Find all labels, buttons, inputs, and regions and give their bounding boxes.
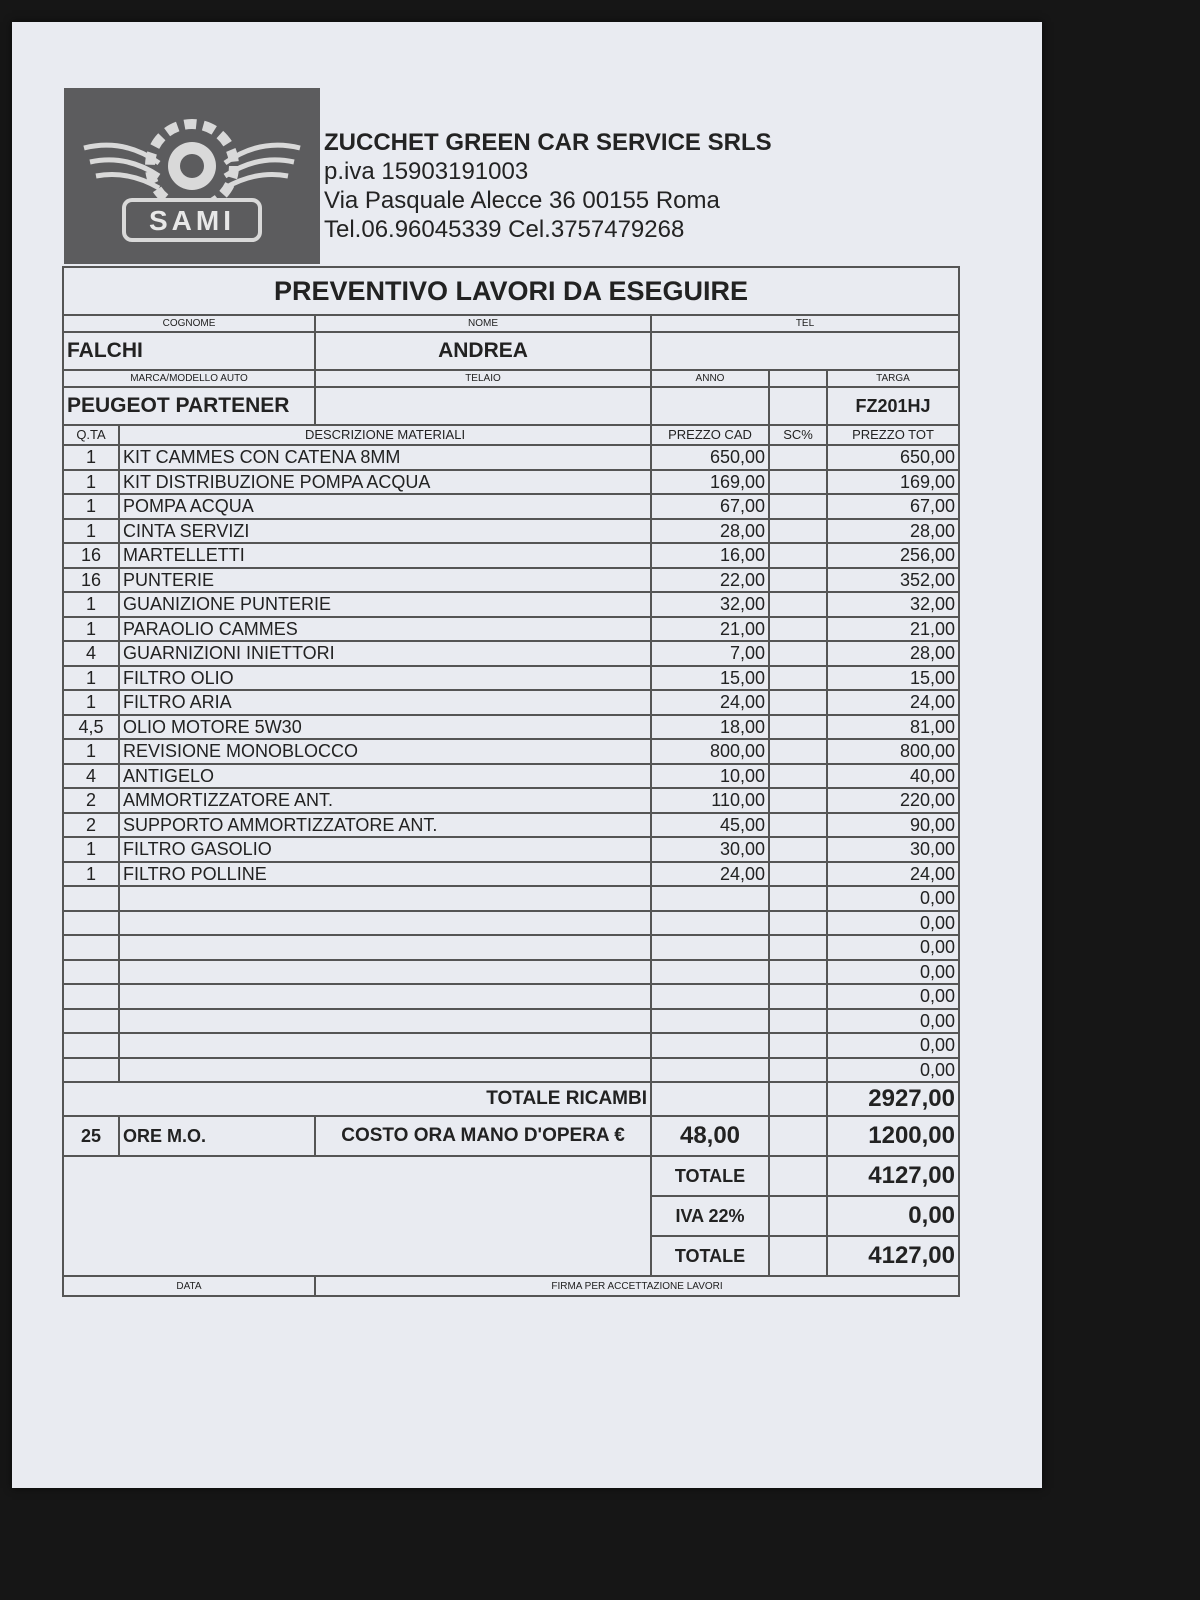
item-discount[interactable] <box>769 715 827 740</box>
item-total-price[interactable]: 81,00 <box>827 715 959 740</box>
name-label: NOME <box>315 315 651 332</box>
parts-total-empty-1 <box>651 1082 769 1116</box>
item-description[interactable] <box>119 911 651 936</box>
item-description[interactable]: GUARNIZIONI INIETTORI <box>119 641 651 666</box>
item-qty[interactable]: 1 <box>63 519 119 544</box>
table-row <box>63 935 959 960</box>
item-description[interactable]: ANTIGELO <box>119 764 651 789</box>
item-unit-price[interactable]: 67,00 <box>651 494 769 519</box>
item-discount[interactable] <box>769 617 827 642</box>
table-row <box>63 739 959 764</box>
customer-tel[interactable] <box>651 332 959 370</box>
table-row <box>63 617 959 642</box>
item-qty[interactable] <box>63 1058 119 1083</box>
customer-name[interactable]: ANDREA <box>315 332 651 370</box>
item-qty[interactable]: 2 <box>63 813 119 838</box>
item-discount[interactable] <box>769 666 827 691</box>
parts-total-empty-2 <box>769 1082 827 1116</box>
table-row <box>63 788 959 813</box>
item-description[interactable] <box>119 1033 651 1058</box>
item-description[interactable]: MARTELLETTI <box>119 543 651 568</box>
item-description[interactable]: SUPPORTO AMMORTIZZATORE ANT. <box>119 813 651 838</box>
company-vat: p.iva 15903191003 <box>324 158 529 185</box>
item-qty[interactable] <box>63 984 119 1009</box>
item-discount[interactable] <box>769 470 827 495</box>
item-discount[interactable] <box>769 960 827 985</box>
item-unit-price[interactable] <box>651 886 769 911</box>
item-qty[interactable] <box>63 911 119 936</box>
item-description[interactable]: POMPA ACQUA <box>119 494 651 519</box>
item-description[interactable]: AMMORTIZZATORE ANT. <box>119 788 651 813</box>
item-total-price[interactable]: 0,00 <box>827 1058 959 1083</box>
item-description[interactable]: PARAOLIO CAMMES <box>119 617 651 642</box>
item-description[interactable]: FILTRO ARIA <box>119 690 651 715</box>
item-total-price[interactable]: 650,00 <box>827 445 959 470</box>
col-discount: SC% <box>769 425 827 445</box>
item-total-price[interactable]: 15,00 <box>827 666 959 691</box>
item-description[interactable] <box>119 1009 651 1034</box>
svg-text:SAMI: SAMI <box>149 205 235 236</box>
grand-total-label: TOTALE <box>651 1236 769 1276</box>
item-discount[interactable] <box>769 592 827 617</box>
item-discount[interactable] <box>769 519 827 544</box>
item-unit-price[interactable]: 30,00 <box>651 837 769 862</box>
item-unit-price[interactable] <box>651 1009 769 1034</box>
model-label: MARCA/MODELLO AUTO <box>63 370 315 387</box>
item-unit-price[interactable]: 169,00 <box>651 470 769 495</box>
item-description[interactable]: GUANIZIONE PUNTERIE <box>119 592 651 617</box>
item-qty[interactable]: 1 <box>63 837 119 862</box>
item-unit-price[interactable]: 110,00 <box>651 788 769 813</box>
table-row <box>63 862 959 887</box>
item-discount[interactable] <box>769 1009 827 1034</box>
item-discount[interactable] <box>769 543 827 568</box>
chassis-label: TELAIO <box>315 370 651 387</box>
item-discount[interactable] <box>769 911 827 936</box>
item-discount[interactable] <box>769 837 827 862</box>
item-total-price[interactable]: 28,00 <box>827 519 959 544</box>
item-total-price[interactable]: 40,00 <box>827 764 959 789</box>
item-unit-price[interactable]: 24,00 <box>651 690 769 715</box>
item-discount[interactable] <box>769 984 827 1009</box>
table-row <box>63 715 959 740</box>
item-description[interactable]: CINTA SERVIZI <box>119 519 651 544</box>
blank-label <box>769 370 827 387</box>
item-total-price[interactable]: 352,00 <box>827 568 959 593</box>
tel-label: TEL <box>651 315 959 332</box>
subtotal-label: TOTALE <box>651 1156 769 1196</box>
item-discount[interactable] <box>769 445 827 470</box>
col-description: DESCRIZIONE MATERIALI <box>119 425 651 445</box>
quote-sheet <box>12 22 1042 1488</box>
item-total-price[interactable]: 24,00 <box>827 690 959 715</box>
item-qty[interactable] <box>63 960 119 985</box>
item-discount[interactable] <box>769 788 827 813</box>
table-row <box>63 813 959 838</box>
vehicle-year[interactable] <box>651 387 769 425</box>
item-qty[interactable]: 1 <box>63 690 119 715</box>
item-total-price[interactable]: 220,00 <box>827 788 959 813</box>
item-discount[interactable] <box>769 862 827 887</box>
labor-hours[interactable]: 25 <box>63 1116 119 1156</box>
table-row <box>63 641 959 666</box>
item-qty[interactable] <box>63 935 119 960</box>
labor-total: 1200,00 <box>827 1116 959 1156</box>
sami-logo <box>64 88 320 264</box>
item-qty[interactable] <box>63 1033 119 1058</box>
item-total-price[interactable]: 21,00 <box>827 617 959 642</box>
item-unit-price[interactable]: 800,00 <box>651 739 769 764</box>
item-total-price[interactable]: 0,00 <box>827 935 959 960</box>
item-total-price[interactable]: 0,00 <box>827 960 959 985</box>
item-discount[interactable] <box>769 813 827 838</box>
item-description[interactable]: FILTRO OLIO <box>119 666 651 691</box>
item-unit-price[interactable]: 10,00 <box>651 764 769 789</box>
item-discount[interactable] <box>769 886 827 911</box>
item-discount[interactable] <box>769 641 827 666</box>
item-discount[interactable] <box>769 568 827 593</box>
table-row <box>63 494 959 519</box>
parts-total-label: TOTALE RICAMBI <box>63 1082 651 1116</box>
item-qty[interactable]: 16 <box>63 543 119 568</box>
date-label: DATA <box>63 1276 315 1296</box>
table-row <box>63 984 959 1009</box>
item-total-price[interactable]: 67,00 <box>827 494 959 519</box>
item-qty[interactable]: 4 <box>63 764 119 789</box>
table-row <box>63 592 959 617</box>
vehicle-plate[interactable]: FZ201HJ <box>827 387 959 425</box>
quote-table <box>62 266 960 1297</box>
table-row <box>63 543 959 568</box>
item-unit-price[interactable]: 16,00 <box>651 543 769 568</box>
item-qty[interactable]: 1 <box>63 494 119 519</box>
item-qty[interactable]: 1 <box>63 862 119 887</box>
item-qty[interactable]: 1 <box>63 592 119 617</box>
item-discount[interactable] <box>769 1033 827 1058</box>
item-description[interactable]: FILTRO POLLINE <box>119 862 651 887</box>
item-unit-price[interactable]: 24,00 <box>651 862 769 887</box>
item-total-price[interactable]: 0,00 <box>827 886 959 911</box>
item-qty[interactable] <box>63 1009 119 1034</box>
year-label: ANNO <box>651 370 769 387</box>
subtotal-empty <box>769 1156 827 1196</box>
item-discount[interactable] <box>769 764 827 789</box>
item-total-price[interactable]: 256,00 <box>827 543 959 568</box>
item-total-price[interactable]: 800,00 <box>827 739 959 764</box>
item-discount[interactable] <box>769 739 827 764</box>
item-unit-price[interactable] <box>651 1058 769 1083</box>
item-unit-price[interactable]: 45,00 <box>651 813 769 838</box>
table-row <box>63 690 959 715</box>
item-unit-price[interactable] <box>651 984 769 1009</box>
item-description[interactable] <box>119 960 651 985</box>
item-unit-price[interactable] <box>651 911 769 936</box>
item-total-price[interactable]: 24,00 <box>827 862 959 887</box>
item-qty[interactable]: 1 <box>63 445 119 470</box>
subtotal-value: 4127,00 <box>827 1156 959 1196</box>
company-info <box>324 128 772 244</box>
table-row <box>63 519 959 544</box>
item-description[interactable] <box>119 1058 651 1083</box>
item-discount[interactable] <box>769 494 827 519</box>
item-qty[interactable]: 2 <box>63 788 119 813</box>
table-row <box>63 470 959 495</box>
table-row <box>63 1009 959 1034</box>
col-total-price: PREZZO TOT <box>827 425 959 445</box>
gear-wings-logo-icon <box>64 88 320 264</box>
item-total-price[interactable]: 32,00 <box>827 592 959 617</box>
notes-area <box>63 1156 651 1276</box>
table-row <box>63 1058 959 1083</box>
item-description[interactable] <box>119 984 651 1009</box>
item-qty[interactable]: 1 <box>63 666 119 691</box>
table-row <box>63 445 959 470</box>
item-unit-price[interactable] <box>651 960 769 985</box>
item-description[interactable]: KIT CAMMES CON CATENA 8MM <box>119 445 651 470</box>
company-address: Via Pasquale Alecce 36 00155 Roma <box>324 187 720 214</box>
item-total-price[interactable]: 0,00 <box>827 984 959 1009</box>
item-description[interactable]: FILTRO GASOLIO <box>119 837 651 862</box>
item-unit-price[interactable]: 15,00 <box>651 666 769 691</box>
item-unit-price[interactable]: 28,00 <box>651 519 769 544</box>
item-unit-price[interactable]: 650,00 <box>651 445 769 470</box>
customer-surname[interactable]: FALCHI <box>63 332 315 370</box>
table-row <box>63 837 959 862</box>
item-qty[interactable]: 1 <box>63 739 119 764</box>
item-total-price[interactable]: 30,00 <box>827 837 959 862</box>
item-unit-price[interactable]: 32,00 <box>651 592 769 617</box>
signature-label: FIRMA PER ACCETTAZIONE LAVORI <box>315 1276 959 1296</box>
table-row <box>63 911 959 936</box>
item-total-price[interactable]: 90,00 <box>827 813 959 838</box>
items-list <box>63 445 959 1082</box>
item-unit-price[interactable] <box>651 935 769 960</box>
item-description[interactable]: REVISIONE MONOBLOCCO <box>119 739 651 764</box>
parts-total-value: 2927,00 <box>827 1082 959 1116</box>
item-qty[interactable]: 1 <box>63 617 119 642</box>
table-row <box>63 886 959 911</box>
vehicle-blank <box>769 387 827 425</box>
page-title: PREVENTIVO LAVORI DA ESEGUIRE <box>63 267 959 315</box>
item-total-price[interactable]: 0,00 <box>827 1033 959 1058</box>
vat-value: 0,00 <box>827 1196 959 1236</box>
vehicle-model[interactable]: PEUGEOT PARTENER <box>63 387 315 425</box>
table-row <box>63 1033 959 1058</box>
item-discount[interactable] <box>769 935 827 960</box>
item-total-price[interactable]: 169,00 <box>827 470 959 495</box>
item-total-price[interactable]: 28,00 <box>827 641 959 666</box>
labor-rate-label: COSTO ORA MANO D'OPERA € <box>315 1116 651 1156</box>
item-unit-price[interactable] <box>651 1033 769 1058</box>
item-description[interactable]: OLIO MOTORE 5W30 <box>119 715 651 740</box>
item-unit-price[interactable]: 21,00 <box>651 617 769 642</box>
item-discount[interactable] <box>769 690 827 715</box>
item-description[interactable]: KIT DISTRIBUZIONE POMPA ACQUA <box>119 470 651 495</box>
item-qty[interactable] <box>63 886 119 911</box>
item-total-price[interactable]: 0,00 <box>827 1009 959 1034</box>
labor-rate[interactable]: 48,00 <box>651 1116 769 1156</box>
labor-empty <box>769 1116 827 1156</box>
item-description[interactable] <box>119 935 651 960</box>
surname-label: COGNOME <box>63 315 315 332</box>
col-qty: Q.TA <box>63 425 119 445</box>
table-row <box>63 960 959 985</box>
vat-empty <box>769 1196 827 1236</box>
item-unit-price[interactable]: 7,00 <box>651 641 769 666</box>
company-name: ZUCCHET GREEN CAR SERVICE SRLS <box>324 129 772 156</box>
item-unit-price[interactable]: 22,00 <box>651 568 769 593</box>
table-row <box>63 764 959 789</box>
item-description[interactable] <box>119 886 651 911</box>
company-phones: Tel.06.96045339 Cel.3757479268 <box>324 216 685 243</box>
grand-total-empty <box>769 1236 827 1276</box>
table-row <box>63 666 959 691</box>
vat-label: IVA 22% <box>651 1196 769 1236</box>
grand-total-value: 4127,00 <box>827 1236 959 1276</box>
plate-label: TARGA <box>827 370 959 387</box>
item-qty[interactable]: 1 <box>63 470 119 495</box>
labor-label: ORE M.O. <box>119 1116 315 1156</box>
item-discount[interactable] <box>769 1058 827 1083</box>
item-qty[interactable]: 4 <box>63 641 119 666</box>
table-row <box>63 568 959 593</box>
item-description[interactable]: PUNTERIE <box>119 568 651 593</box>
col-unit-price: PREZZO CAD <box>651 425 769 445</box>
vehicle-chassis[interactable] <box>315 387 651 425</box>
item-unit-price[interactable]: 18,00 <box>651 715 769 740</box>
item-qty[interactable]: 16 <box>63 568 119 593</box>
item-total-price[interactable]: 0,00 <box>827 911 959 936</box>
item-qty[interactable]: 4,5 <box>63 715 119 740</box>
